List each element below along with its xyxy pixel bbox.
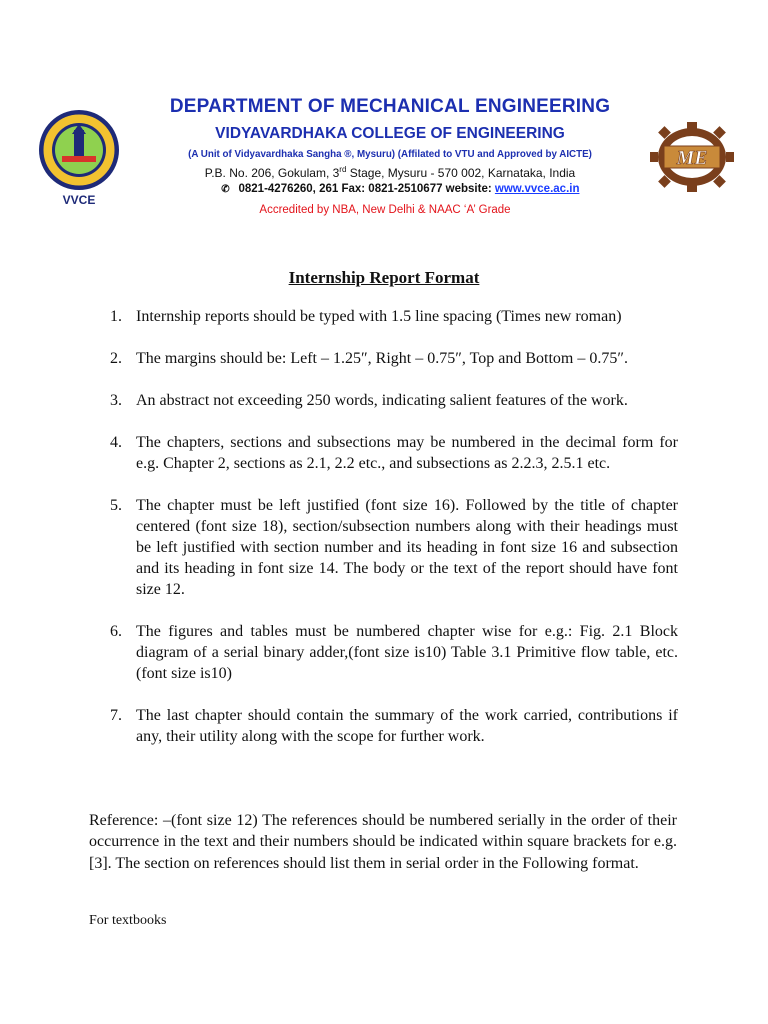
college-name: VIDYAVARDHAKA COLLEGE OF ENGINEERING	[215, 125, 565, 142]
address-line: P.B. No. 206, Gokulam, 3rd Stage, Mysuru - 570 002, Karnataka, India	[204, 165, 576, 180]
accreditation-line: Accredited by NBA, New Delhi & NAAC ‘A’ Grade	[259, 204, 511, 216]
phone-icon: ✆	[221, 184, 230, 195]
list-item: 6. The figures and tables must be numbered chapter wise for e.g.: Fig. 2.1 Block diagram of a serial binary adder,(font size is10) Table 3.1 Primitive flow table, etc. (font size is10)	[110, 623, 678, 682]
college-emblem-icon	[34, 108, 124, 208]
list-item: 3. An abstract not exceeding 250 words, indicating salient features of the work.	[110, 392, 628, 409]
list-item: 2. The margins should be: Left – 1.25″, Right – 0.75″, Top and Bottom – 0.75″.	[110, 350, 629, 367]
list-item: 7. The last chapter should contain the summary of the work carried, contributions if any, their utility along with the scope for further work.	[110, 707, 678, 745]
website-link[interactable]: www.vvce.ac.in	[494, 183, 580, 195]
list-item: 1. Internship reports should be typed with 1.5 line spacing (Times new roman)	[110, 308, 622, 325]
contact-line	[150, 183, 650, 195]
mechanical-gear-icon	[650, 122, 734, 192]
textbooks-heading: For textbooks	[89, 913, 167, 928]
right-logo-text: ME	[676, 147, 708, 169]
letterhead	[0, 0, 768, 230]
phone-fax: 0821-4276260, 261 Fax: 0821-2510677 website:	[238, 183, 495, 195]
left-logo-text: VVCE	[62, 193, 96, 207]
list-item: 5. The chapter must be left justified (font size 16). Followed by the title of chapter centered (font size 18), section/subsection numbers along with their headings must be left justified with section number and its heading in font size 16 and subsection and its heading in font size 14. The body or the text of the report should have font size 12.	[110, 497, 678, 598]
affiliation-line: (A Unit of Vidyavardhaka Sangha ®, Mysuru) (Affilated to VTU and Approved by AICTE)	[188, 149, 592, 160]
list-item: 4. The chapters, sections and subsections may be numbered in the decimal form for e.g. Chapter 2, sections as 2.1, 2.2 etc., and subsections as 2.2.3, 2.5.1 etc.	[110, 434, 678, 472]
page-title: Internship Report Format	[288, 268, 480, 287]
reference-paragraph: Reference: –(font size 12) The references should be numbered serially in the order of their occurrence in the text and their numbers should be indicated within square brackets for e.g. [3]. The section on references should list them in serial order in the Following format.	[89, 812, 677, 872]
format-list	[110, 306, 678, 768]
department-name: DEPARTMENT OF MECHANICAL ENGINEERING	[169, 96, 611, 117]
